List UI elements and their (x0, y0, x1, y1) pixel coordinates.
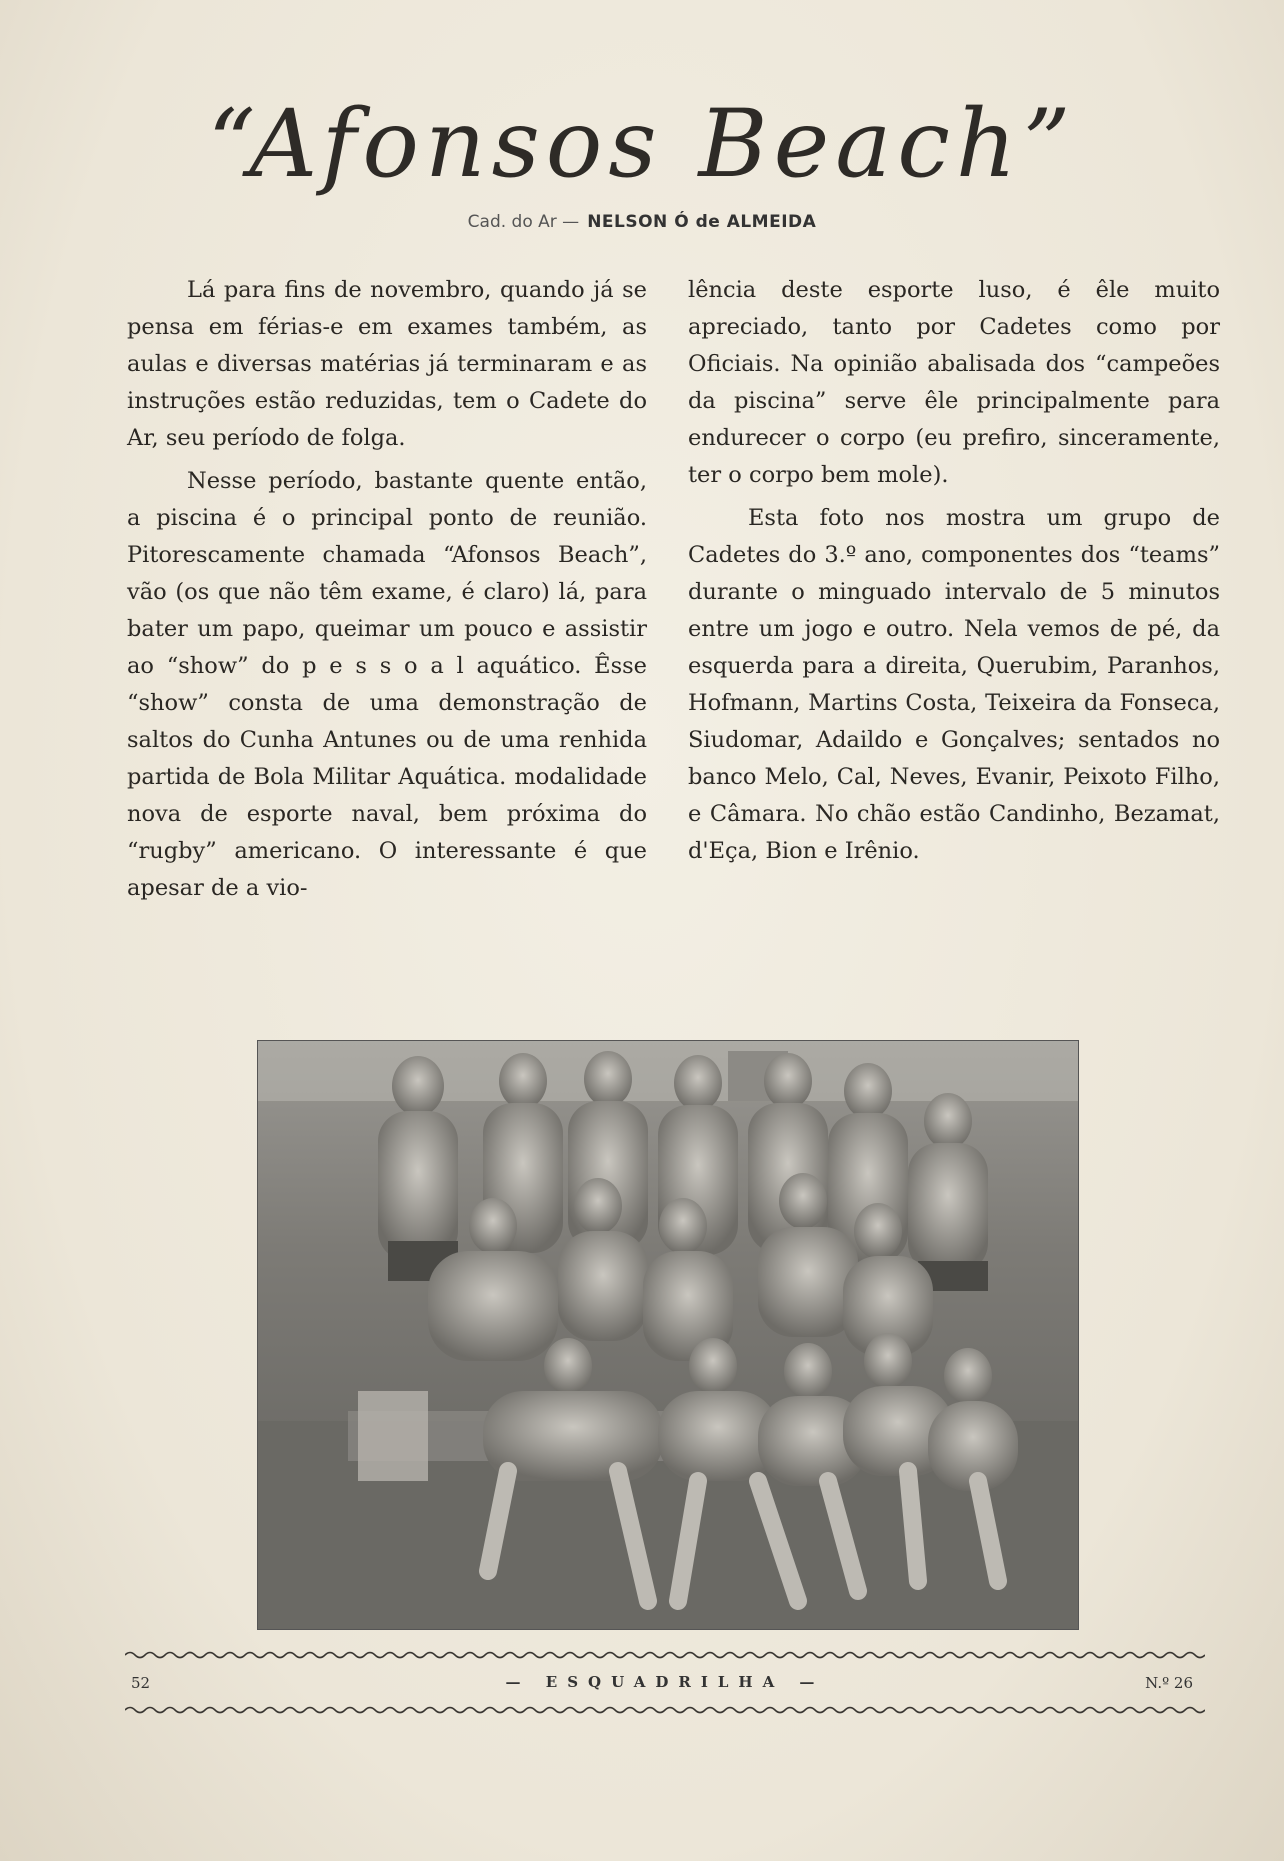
magazine-name: — ESQUADRILHA — (505, 1673, 825, 1691)
paragraph: Nesse período, bastante quente então, a piscina é o principal ponto de reunião. Pitorescamente chamada “Afonsos Beach”, vão (os que não têm exame, é claro) lá, para bater um papo, queimar um pouco e assistir ao “show” do p e s s o a l aquático. Êsse “show” consta de uma demonstração de saltos do Cunha Antunes ou de uma renhida partida de Bola Militar Aquática. modalidade nova de esporte naval, bem próxima do “rugby” americano. O interessante é que apesar de a vio- (127, 468, 647, 901)
wavy-rule-bottom (125, 1705, 1205, 1715)
paragraph: Lá para fins de novembro, quando já se pensa em férias-e em exames também, as aulas e diversas matérias já terminaram e as instruções estão reduzidas, tem o Cadete do Ar, seu período de folga. (127, 277, 647, 451)
article-byline (0, 212, 1284, 232)
byline-author: NELSON Ó de ALMEIDA (587, 212, 817, 232)
byline-prefix: Cad. do Ar — (467, 212, 580, 232)
page-footer (125, 1650, 1205, 1720)
issue-number: N.º 26 (1145, 1674, 1193, 1692)
left-column (127, 272, 647, 913)
right-column (688, 272, 1220, 876)
group-photo (257, 1040, 1079, 1630)
paragraph: Esta foto nos mostra um grupo de Cadetes do 3.º ano, componentes dos “teams” durante o minguado intervalo de 5 minutos entre um jogo e outro. Nela vemos de pé, da esquerda para a direita, Querubim, Paranhos, Hofmann, Martins Costa, Teixeira da Fonseca, Siudomar, Adaildo e Gonçalves; sentados no banco Melo, Cal, Neves, Evanir, Peixoto Filho, e Câmara. No chão estão Candinho, Bezamat, d'Eça, Bion e Irênio. (688, 505, 1220, 864)
article-title: “Afonsos Beach” (207, 90, 1077, 199)
paragraph: lência deste esporte luso, é êle muito apreciado, tanto por Cadetes como por Oficiais. Na opinião abalisada dos “campeões da piscina” serve êle principalmente para endurecer o corpo (eu prefiro, sinceramente, ter o corpo bem mole). (688, 277, 1220, 488)
group-photo-icon (258, 1041, 1078, 1629)
wavy-rule-top (125, 1650, 1205, 1660)
page-number: 52 (131, 1674, 151, 1692)
